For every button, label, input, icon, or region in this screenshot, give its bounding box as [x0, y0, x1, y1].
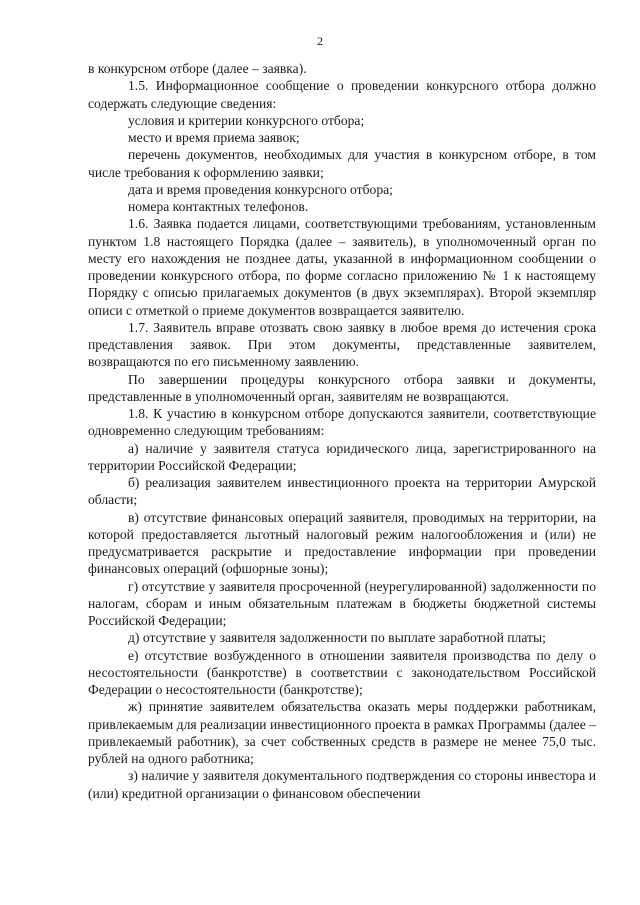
paragraph-1-7: 1.7. Заявитель вправе отозвать свою заявку в любое время до истечения срока представления заявок. При этом документы, представленные заявителем, возвращаются по его письменному заявлению.	[88, 319, 596, 370]
paragraph-item: место и время приема заявок;	[128, 130, 300, 145]
paragraph-item-d: д) отсутствие у заявителя задолженности по выплате заработной платы;	[128, 630, 546, 646]
paragraph-item: условия и критерии конкурсного отбора;	[128, 112, 365, 128]
paragraph-item: По завершении процедуры конкурсного отбора заявки и документы, представленные в уполномоченный орган, заявителям не возвращаются.	[88, 371, 596, 404]
paragraph-item-b: б) реализация заявителем инвестиционного проекта на территории Амурской области;	[88, 475, 596, 508]
paragraph-1-8: 1.8. К участию в конкурсном отборе допускаются заявители, соответствующие одновременно следующим требованиям:	[88, 406, 596, 439]
paragraph-item-e: е) отсутствие возбужденного в отношении заявителя производства по делу о несостоятельности (банкротстве) в соответствии с законодательством Российской Федерации о несостоятельности (банкротстве);	[88, 647, 596, 697]
page-number: 2	[317, 34, 323, 48]
paragraph-item-v: в) отсутствие финансовых операций заявителя, проводимых на территории, на которой предоставляется льготный налоговый режим налогообложения и (или) не предусматривается раскрытие и предоставление информации при проведении финансовых операций (офшорные зоны);	[88, 509, 596, 577]
paragraph-1-6: 1.6. Заявка подается лицами, соответствующими требованиям, установленным пунктом 1.8 настоящего Порядка (далее – заявитель), в уполномоченный орган по месту его нахождения не позднее даты, указанной в информационном сообщении о проведении конкурсного отбора, по форме согласно приложению № 1 к настоящему Порядку с описью прилагаемых документов (в двух экземплярах). Второй экземпляр описи с отметкой о приеме документов возвращается заявителю.	[88, 216, 596, 318]
paragraph-item: номера контактных телефонов.	[128, 199, 309, 214]
paragraph-item-g: г) отсутствие у заявителя просроченной (неурегулированной) задолженности по налогам, сборам и иным обязательным платежам в бюджеты бюджетной системы Российской Федерации;	[88, 578, 596, 628]
paragraph-item-z: з) наличие у заявителя документального подтверждения со стороны инвестора и (или) кредитной организации о финансовом обеспечении	[88, 768, 596, 801]
paragraph-item: перечень документов, необходимых для участия в конкурсном отборе, в том числе требования к оформлению заявки;	[88, 147, 596, 180]
paragraph-item: дата и время проведения конкурсного отбора;	[128, 181, 393, 197]
paragraph-item-zh: ж) принятие заявителем обязательства оказать меры поддержки работникам, привлекаемым для реализации инвестиционного проекта в рамках Программы (далее – привлекаемый работник), за счет собственных средств в размере не менее 75,0 тыс. рублей на одного работника;	[88, 699, 596, 766]
paragraph-1-5: 1.5. Информационное сообщение о проведении конкурсного отбора должно содержать следующие сведения:	[88, 78, 596, 111]
paragraph-continuation: в конкурсном отборе (далее – заявка).	[88, 61, 307, 76]
paragraph-item-a: а) наличие у заявителя статуса юридического лица, зарегистрированного на территории Российской Федерации;	[88, 440, 596, 473]
document-body	[88, 60, 596, 802]
